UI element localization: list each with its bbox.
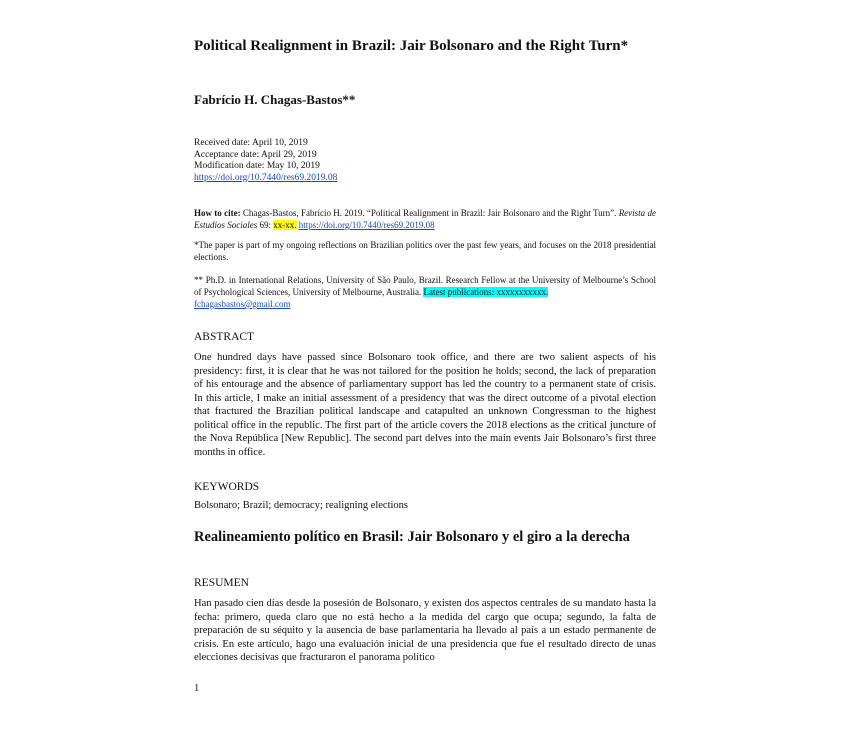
- author-name: Fabrício H. Chagas-Bastos**: [194, 92, 356, 107]
- cite-label: How to cite:: [194, 208, 241, 218]
- resumen-heading: RESUMEN: [194, 577, 249, 589]
- author-email-link[interactable]: fchagasbastos@gmail.com: [194, 299, 291, 309]
- cite-doi-link[interactable]: https://doi.org/10.7440/res69.2019.08: [298, 220, 435, 230]
- dates-block: [194, 138, 656, 184]
- resumen-body: Han pasado cien días desde la posesión de Bolsonaro, y existen dos aspectos centrales de su mandato hasta la fecha: primero, queda claro que no está hecho a la medida del cargo que ocupa; segundo, la falta de preparación de su séquito y la ausencia de base parlamentaria ha llevado al país a un estado permanente de crisis. En este artículo, hago una evaluación inicial de una presidencia que fue el resultado directo de unas elecciones decisivas que fracturaron el panorama político: [194, 598, 656, 664]
- footnote-paper: *The paper is part of my ongoing reflections on Brazilian politics over the past few years, and focuses on the 2018 presidential elections.: [194, 240, 656, 262]
- paper-title: Political Realignment in Brazil: Jair Bolsonaro and the Right Turn*: [194, 38, 629, 54]
- cite-volume: 69:: [257, 220, 274, 230]
- doi-link[interactable]: https://doi.org/10.7440/res69.2019.08: [194, 172, 338, 183]
- abstract-body: One hundred days have passed since Bolsonaro took office, and there are two salient aspects of his presidency: first, it is clear that he was not tailored for the position he holds; second, the lack of preparation of his entourage and the absence of parliamentary support has led the country to a permanent state of crisis. In this article, I make an initial assessment of a presidency that was the direct outcome of a pivotal election that fractured the Brazilian political landscape and catapulted an unknown Congressman to the highest political office in the republic. The first part of the article covers the 2018 elections as the critical juncture of the Nova República [New Republic]. The second part delves into the main events Jair Bolsonaro’s first three months in office.: [194, 352, 656, 458]
- how-to-cite: [194, 207, 656, 231]
- latest-publications-highlight: Latest publications: xxxxxxxxxxx.: [423, 287, 549, 297]
- keywords-body: Bolsonaro; Brazil; democracy; realigning elections: [194, 500, 409, 511]
- footnote-author-text: ** Ph.D. in International Relations, University of São Paulo, Brazil. Research Fellow at the University of Melbourne’s School of Psychological Sciences, University of Melbourne, Australia.: [194, 275, 656, 297]
- modification-date: Modification date: May 10, 2019: [194, 161, 320, 171]
- spanish-title: Realineamiento político en Brasil: Jair Bolsonaro y el giro a la derecha: [194, 529, 630, 545]
- received-date: Received date: April 10, 2019: [194, 138, 308, 148]
- cite-text: Chagas-Bastos, Fabrício H. 2019. “Political Realignment in Brazil: Jair Bolsonaro and the Right Turn”.: [240, 208, 619, 218]
- footnote-author: [194, 274, 656, 310]
- abstract-heading: ABSTRACT: [194, 331, 255, 343]
- keywords-heading: KEYWORDS: [194, 481, 260, 493]
- cite-pages-highlight: xx-xx.: [273, 220, 297, 230]
- page-number: 1: [194, 683, 200, 694]
- acceptance-date: Acceptance date: April 29, 2019: [194, 149, 317, 160]
- cite-journal: Revista de Estudios Sociales: [194, 208, 656, 230]
